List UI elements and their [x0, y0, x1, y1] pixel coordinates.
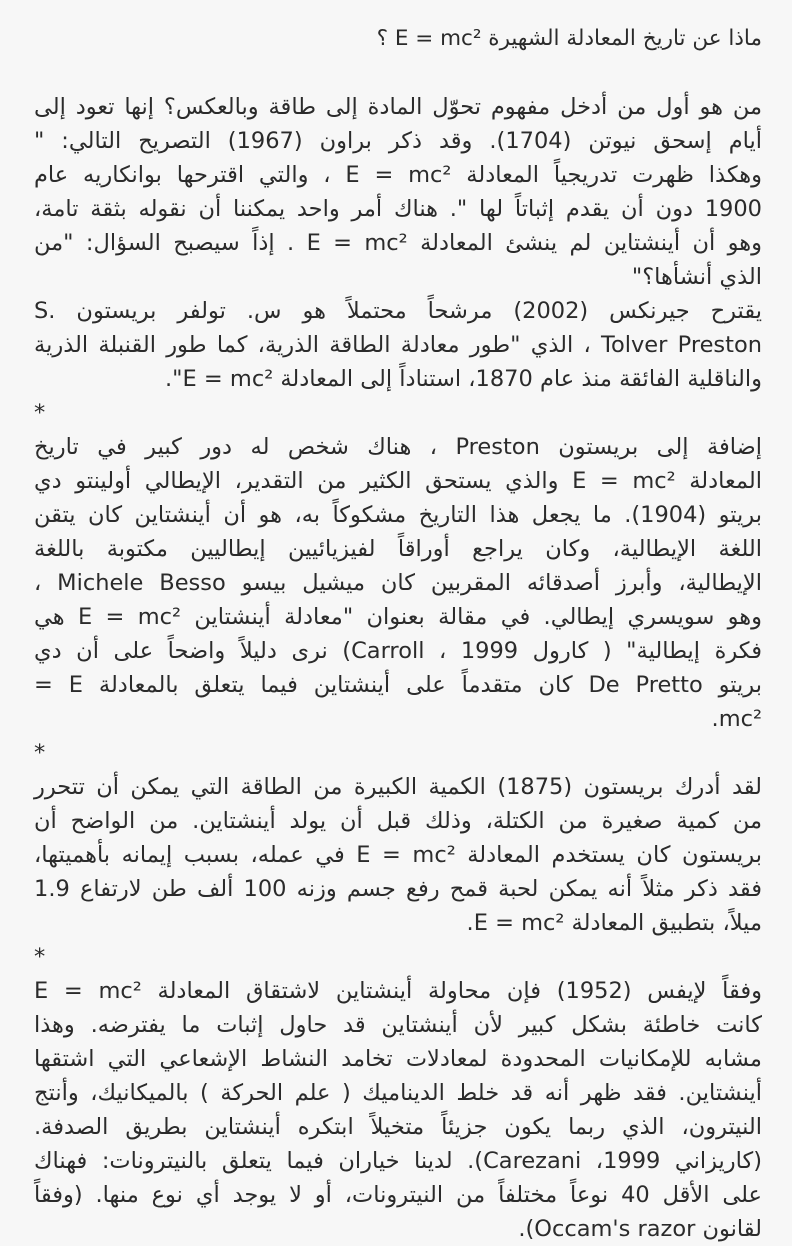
text-line: يقترح جيرنكس (2002) مرشحاً محتملاً هو س. تولفر بريستون .S	[34, 298, 762, 324]
text-line: اللغة الإيطالية، وكان يراجع أوراقاً لفيزيائيين إيطاليين مكتوبة باللغة	[34, 536, 762, 562]
text-line: ميلاً، بتطبيق المعادلة E = mc².	[466, 910, 762, 936]
text-line: على الأقل 40 نوعاً مختلفاً من النيترونات، أو لا يوجد أي نوع منها. (وفقاً	[34, 1182, 762, 1208]
text-line: وهكذا ظهرت تدريجياً المعادلة E = mc² ، والتي اقترحها بوانكاريه عام	[34, 162, 762, 188]
section-separator: *	[34, 740, 46, 766]
text-line: بريتو De Pretto كان متقدماً على أينشتاين فيما يتعلق بالمعادلة E =	[34, 672, 762, 698]
text-line: (كاريزاني 1999، Carezani). لدينا خياران فيما يتعلق بالنيترونات: فهناك	[34, 1148, 762, 1174]
text-line: لقد أدرك بريستون (1875) الكمية الكبيرة من الطاقة التي يمكن أن تتحرر	[34, 774, 762, 800]
text-line: من هو أول من أدخل مفهوم تحوّل المادة إلى طاقة وبالعكس؟ إنها تعود إلى	[34, 94, 762, 120]
section-separator: *	[34, 400, 46, 426]
text-line: لقانون Occam's razor).	[518, 1216, 762, 1242]
text-line: فقد ذكر مثلاً أنه يمكن لحبة قمح رفع جسم وزنه 100 ألف طن لارتفاع 1.9	[34, 876, 762, 902]
text-line: الإيطالية، وأبرز أصدقائه المقربين كان ميشيل بيسو Michele Besso ،	[34, 570, 762, 596]
article-body	[34, 90, 762, 1246]
text-line: أيام إسحق نيوتن (1704). وقد ذكر براون (1967) التصريح التالي: "	[34, 128, 763, 154]
text-line: وفقاً لإيفس (1952) فإن محاولة أينشتاين لاشتقاق المعادلة E = mc²	[34, 978, 762, 1004]
text-line: وهو أن أينشتاين لم ينشئ المعادلة E = mc² . إذاً سيصبح السؤال: "من	[34, 230, 762, 256]
text-line: إضافة إلى بريستون Preston ، هناك شخص له دور كبير في تاريخ	[34, 434, 763, 460]
text-line: الذي أنشأها؟"	[631, 264, 762, 290]
text-line: mc².	[711, 706, 762, 732]
section-separator: *	[34, 944, 46, 970]
text-line: والناقلية الفائقة منذ عام 1870، استناداً إلى المعادلة E = mc²".	[165, 366, 762, 392]
article-title: ماذا عن تاريخ المعادلة الشهيرة E = mc² ؟	[376, 26, 762, 51]
text-line: النيترون، الذي ربما يكون جزيئاً متخيلاً ابتكره أينشتاين بطريق الصدفة.	[34, 1114, 762, 1140]
text-line: فكرة إيطالية" ( كارول 1999 ، Carroll) نرى دليلاً واضحاً على أن دي	[34, 638, 762, 664]
text-line: المعادلة E = mc² والذي يستحق الكثير من التقدير، الإيطالي أولينتو دي	[34, 468, 763, 494]
text-line: كانت خاطئة بشكل كبير لأن أينشتاين قد حاول إثبات ما يفترضه. وهذا	[34, 1012, 762, 1038]
text-line: من كمية صغيرة من الكتلة، وذلك قبل أن يولد أينشتاين. من الواضح أن	[34, 808, 762, 834]
text-line: مشابه للإمكانيات المحدودة لمعادلات تخامد النشاط الإشعاعي التي اشتقها	[34, 1046, 762, 1072]
text-line: وهو سويسري إيطالي. في مقالة بعنوان "معادلة أينشتاين E = mc² هي	[34, 604, 762, 630]
text-line: Tolver Preston ، الذي "طور معادلة الطاقة الذرية، كما طور القنبلة الذرية	[34, 332, 762, 358]
text-line: 1900 دون أن يقدم إثباتاً لها ". هناك أمر واحد يمكننا أن نقوله بثقة تامة،	[34, 196, 762, 222]
text-line: بريتو (1904). ما يجعل هذا التاريخ مشكوكاً به، هو أن أينشتاين كان يتقن	[34, 502, 762, 528]
text-line: بريستون كان يستخدم المعادلة E = mc² في عمله، بسبب إيمانه بأهميتها،	[34, 842, 762, 868]
text-line: أينشتاين. فقد ظهر أنه قد خلط الديناميك ( علم الحركة ) بالميكانيك، وأنتج	[34, 1080, 762, 1106]
